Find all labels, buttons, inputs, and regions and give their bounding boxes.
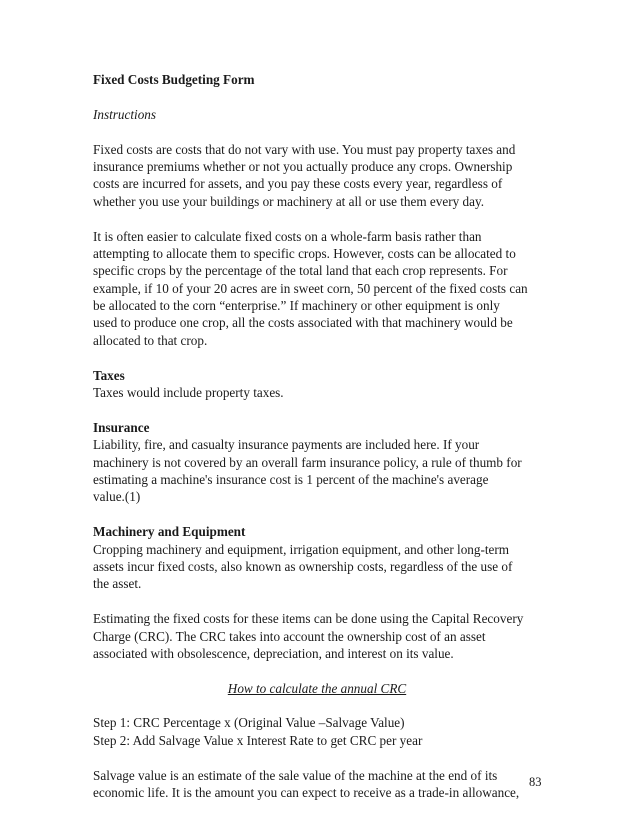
crc-steps: [93, 714, 553, 749]
text-line: insurance premiums whether or not you actually produce any crops. Ownership: [93, 158, 513, 174]
spacer: [93, 697, 553, 714]
spacer: [93, 349, 553, 366]
spacer: [93, 123, 553, 140]
text-line: machinery is not covered by an overall farm insurance policy, a rule of thumb for: [93, 454, 522, 470]
document-page: [93, 71, 553, 801]
text-line: example, if 10 of your 20 acres are in sweet corn, 50 percent of the fixed costs can: [93, 280, 528, 296]
spacer: [93, 506, 553, 523]
text-line: Estimating the fixed costs for these items can be done using the Capital Recovery: [93, 611, 524, 627]
paragraph-salvage: [93, 767, 553, 802]
step-line: Step 1: CRC Percentage x (Original Value –Salvage Value): [93, 715, 405, 731]
text-line: Charge (CRC). The CRC takes into account the ownership cost of an asset: [93, 628, 486, 644]
spacer: [93, 593, 553, 610]
text-line: whether you use your buildings or machinery at all or use them every day.: [93, 193, 484, 209]
text-line: specific crops by the percentage of the total land that each crop represents. For: [93, 263, 508, 279]
text-line: assets incur fixed costs, also known as ownership costs, regardless of the use of: [93, 558, 513, 574]
text-line: costs are incurred for assets, and you pay these costs every year, regardless of: [93, 176, 503, 192]
spacer: [93, 210, 553, 227]
text-line: Liability, fire, and casualty insurance payments are included here. If your: [93, 437, 480, 453]
section-insurance: [93, 419, 553, 506]
paragraph-fixed-costs: [93, 141, 553, 211]
machinery-heading: Machinery and Equipment: [93, 524, 246, 540]
text-line: estimating a machine's insurance cost is 1 percent of the machine's average: [93, 471, 489, 487]
text-line: allocated to that crop.: [93, 332, 208, 348]
text-line: associated with obsolescence, depreciation, and interest on its value.: [93, 645, 454, 661]
paragraph-crc: [93, 610, 553, 662]
section-machinery: [93, 523, 553, 593]
spacer: [93, 662, 553, 679]
text-line: economic life. It is the amount you can expect to receive as a trade-in allowance,: [93, 785, 520, 801]
text-line: value.(1): [93, 489, 141, 505]
page-number: 83: [529, 775, 542, 789]
text-line: Fixed costs are costs that do not vary with use. You must pay property taxes and: [93, 141, 516, 157]
document-title: Fixed Costs Budgeting Form: [93, 72, 255, 87]
taxes-heading: Taxes: [93, 367, 125, 383]
text-line: Taxes would include property taxes.: [93, 385, 284, 401]
insurance-heading: Insurance: [93, 419, 150, 435]
spacer: [93, 88, 553, 105]
step-line: Step 2: Add Salvage Value x Interest Rate to get CRC per year: [93, 732, 423, 748]
paragraph-allocation: [93, 228, 553, 350]
spacer: [93, 401, 553, 418]
text-line: be allocated to the corn “enterprise.” If machinery or other equipment is only: [93, 298, 500, 314]
section-taxes: [93, 367, 553, 402]
text-line: Cropping machinery and equipment, irrigation equipment, and other long-term: [93, 541, 510, 557]
instructions-heading: Instructions: [93, 106, 157, 122]
text-line: It is often easier to calculate fixed costs on a whole-farm basis rather than: [93, 228, 482, 244]
spacer: [93, 749, 553, 766]
text-line: used to produce one crop, all the costs associated with that machinery would be: [93, 315, 513, 331]
text-line: attempting to allocate them to specific crops. However, costs can be allocated to: [93, 245, 516, 261]
text-line: the asset.: [93, 576, 142, 592]
crc-subheading: How to calculate the annual CRC: [227, 680, 407, 696]
text-line: Salvage value is an estimate of the sale value of the machine at the end of its: [93, 767, 498, 783]
